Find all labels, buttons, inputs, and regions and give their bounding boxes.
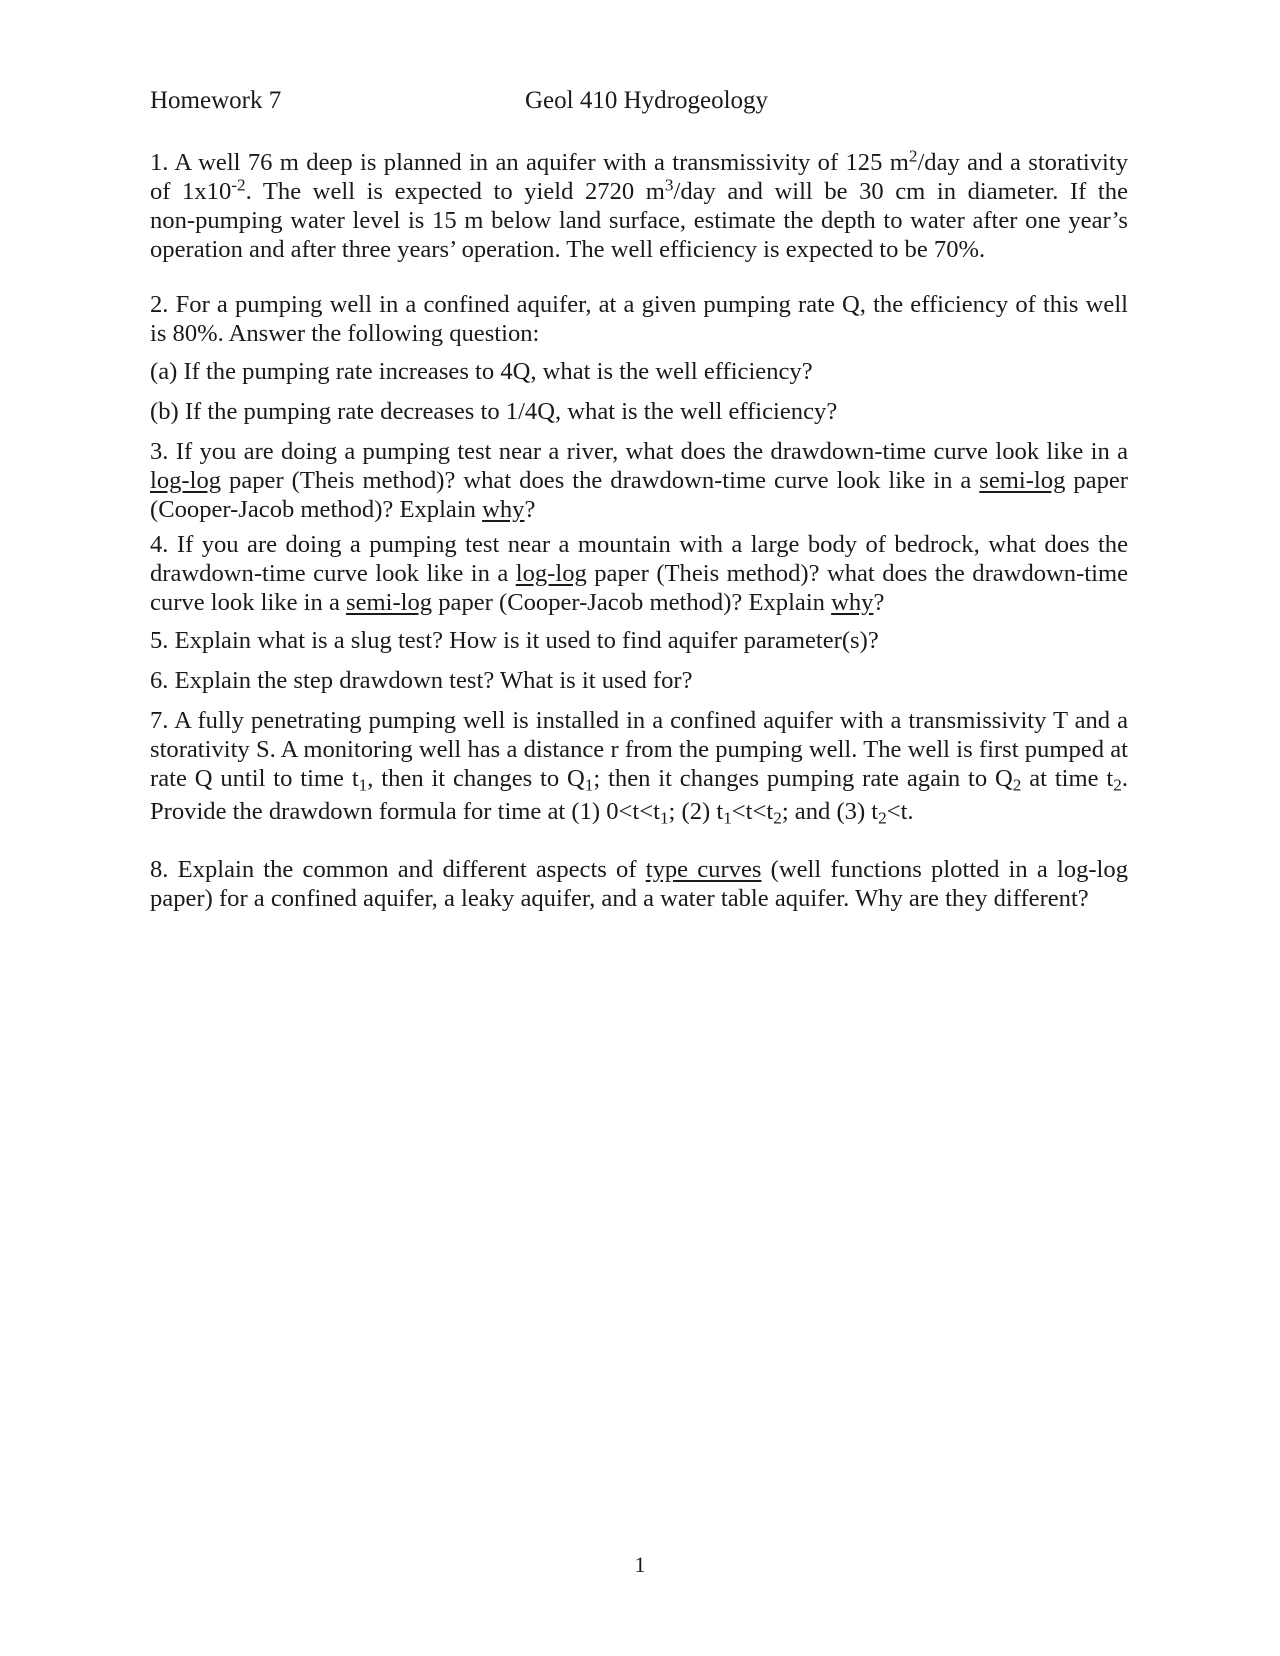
question-6: 6. Explain the step drawdown test? What is it used for? (150, 667, 693, 694)
question-2a: (a) If the pumping rate increases to 4Q, what is the well efficiency? (150, 358, 813, 385)
homework-title: Homework 7 (150, 87, 282, 114)
question-1: 1. A well 76 m deep is planned in an aquifer with a transmissivity of 125 $m^2$/day and a storativity of $1x10^{-2}$. The well is expected to yield 2720 $m^3$/day and will be 30 cm in diameter. If the non-pumping water level is 15 m below land surface, estimate the depth to water after one year’s operation and after three years’ operation. The well efficiency is expected to be 70%. (150, 146, 1128, 263)
question-2: 2. For a pumping well in a confined aquifer, at a given pumping rate Q, the efficiency of this well is 80%. Answer the following question: (150, 291, 1128, 347)
page-header (150, 84, 1128, 118)
question-4: 4. If you are doing a pumping test near a mountain with a large body of bedrock, what does the drawdown-time curve look like in a log-log paper (Theis method)? what does the drawdown-time curve look like in a semi-log paper (Cooper-Jacob method)? Explain why? (150, 531, 1128, 616)
question-8: 8. Explain the common and different aspects of type curves (well functions plotted in a log-log paper) for a confined aquifer, a leaky aquifer, and a water table aquifer. Why are they different? (150, 856, 1128, 912)
question-3: 3. If you are doing a pumping test near a river, what does the drawdown-time curve look like in a log-log paper (Theis method)? what does the drawdown-time curve look like in a semi-log paper (Cooper-Jacob method)? Explain why? (150, 438, 1128, 523)
question-7: 7. A fully penetrating pumping well is installed in a confined aquifer with a transmissivity T and a storativity S. A monitoring well has a distance r from the pumping well. The well is first pumped at rate Q until to time $t_1$, then it changes to $Q_1$; then it changes pumping rate again to $Q_2$ at time $t_2$. Provide the drawdown formula for time at (1) $0<t<t_1$; (2) $t_1<t<t_2$; and (3) $t_2<t$. (150, 707, 1128, 828)
question-2b: (b) If the pumping rate decreases to 1/4Q, what is the well efficiency? (150, 398, 838, 425)
course-title: Geol 410 Hydrogeology (525, 87, 769, 114)
page-number: 1 (634, 1552, 646, 1577)
question-5: 5. Explain what is a slug test? How is it used to find aquifer parameter(s)? (150, 627, 879, 654)
